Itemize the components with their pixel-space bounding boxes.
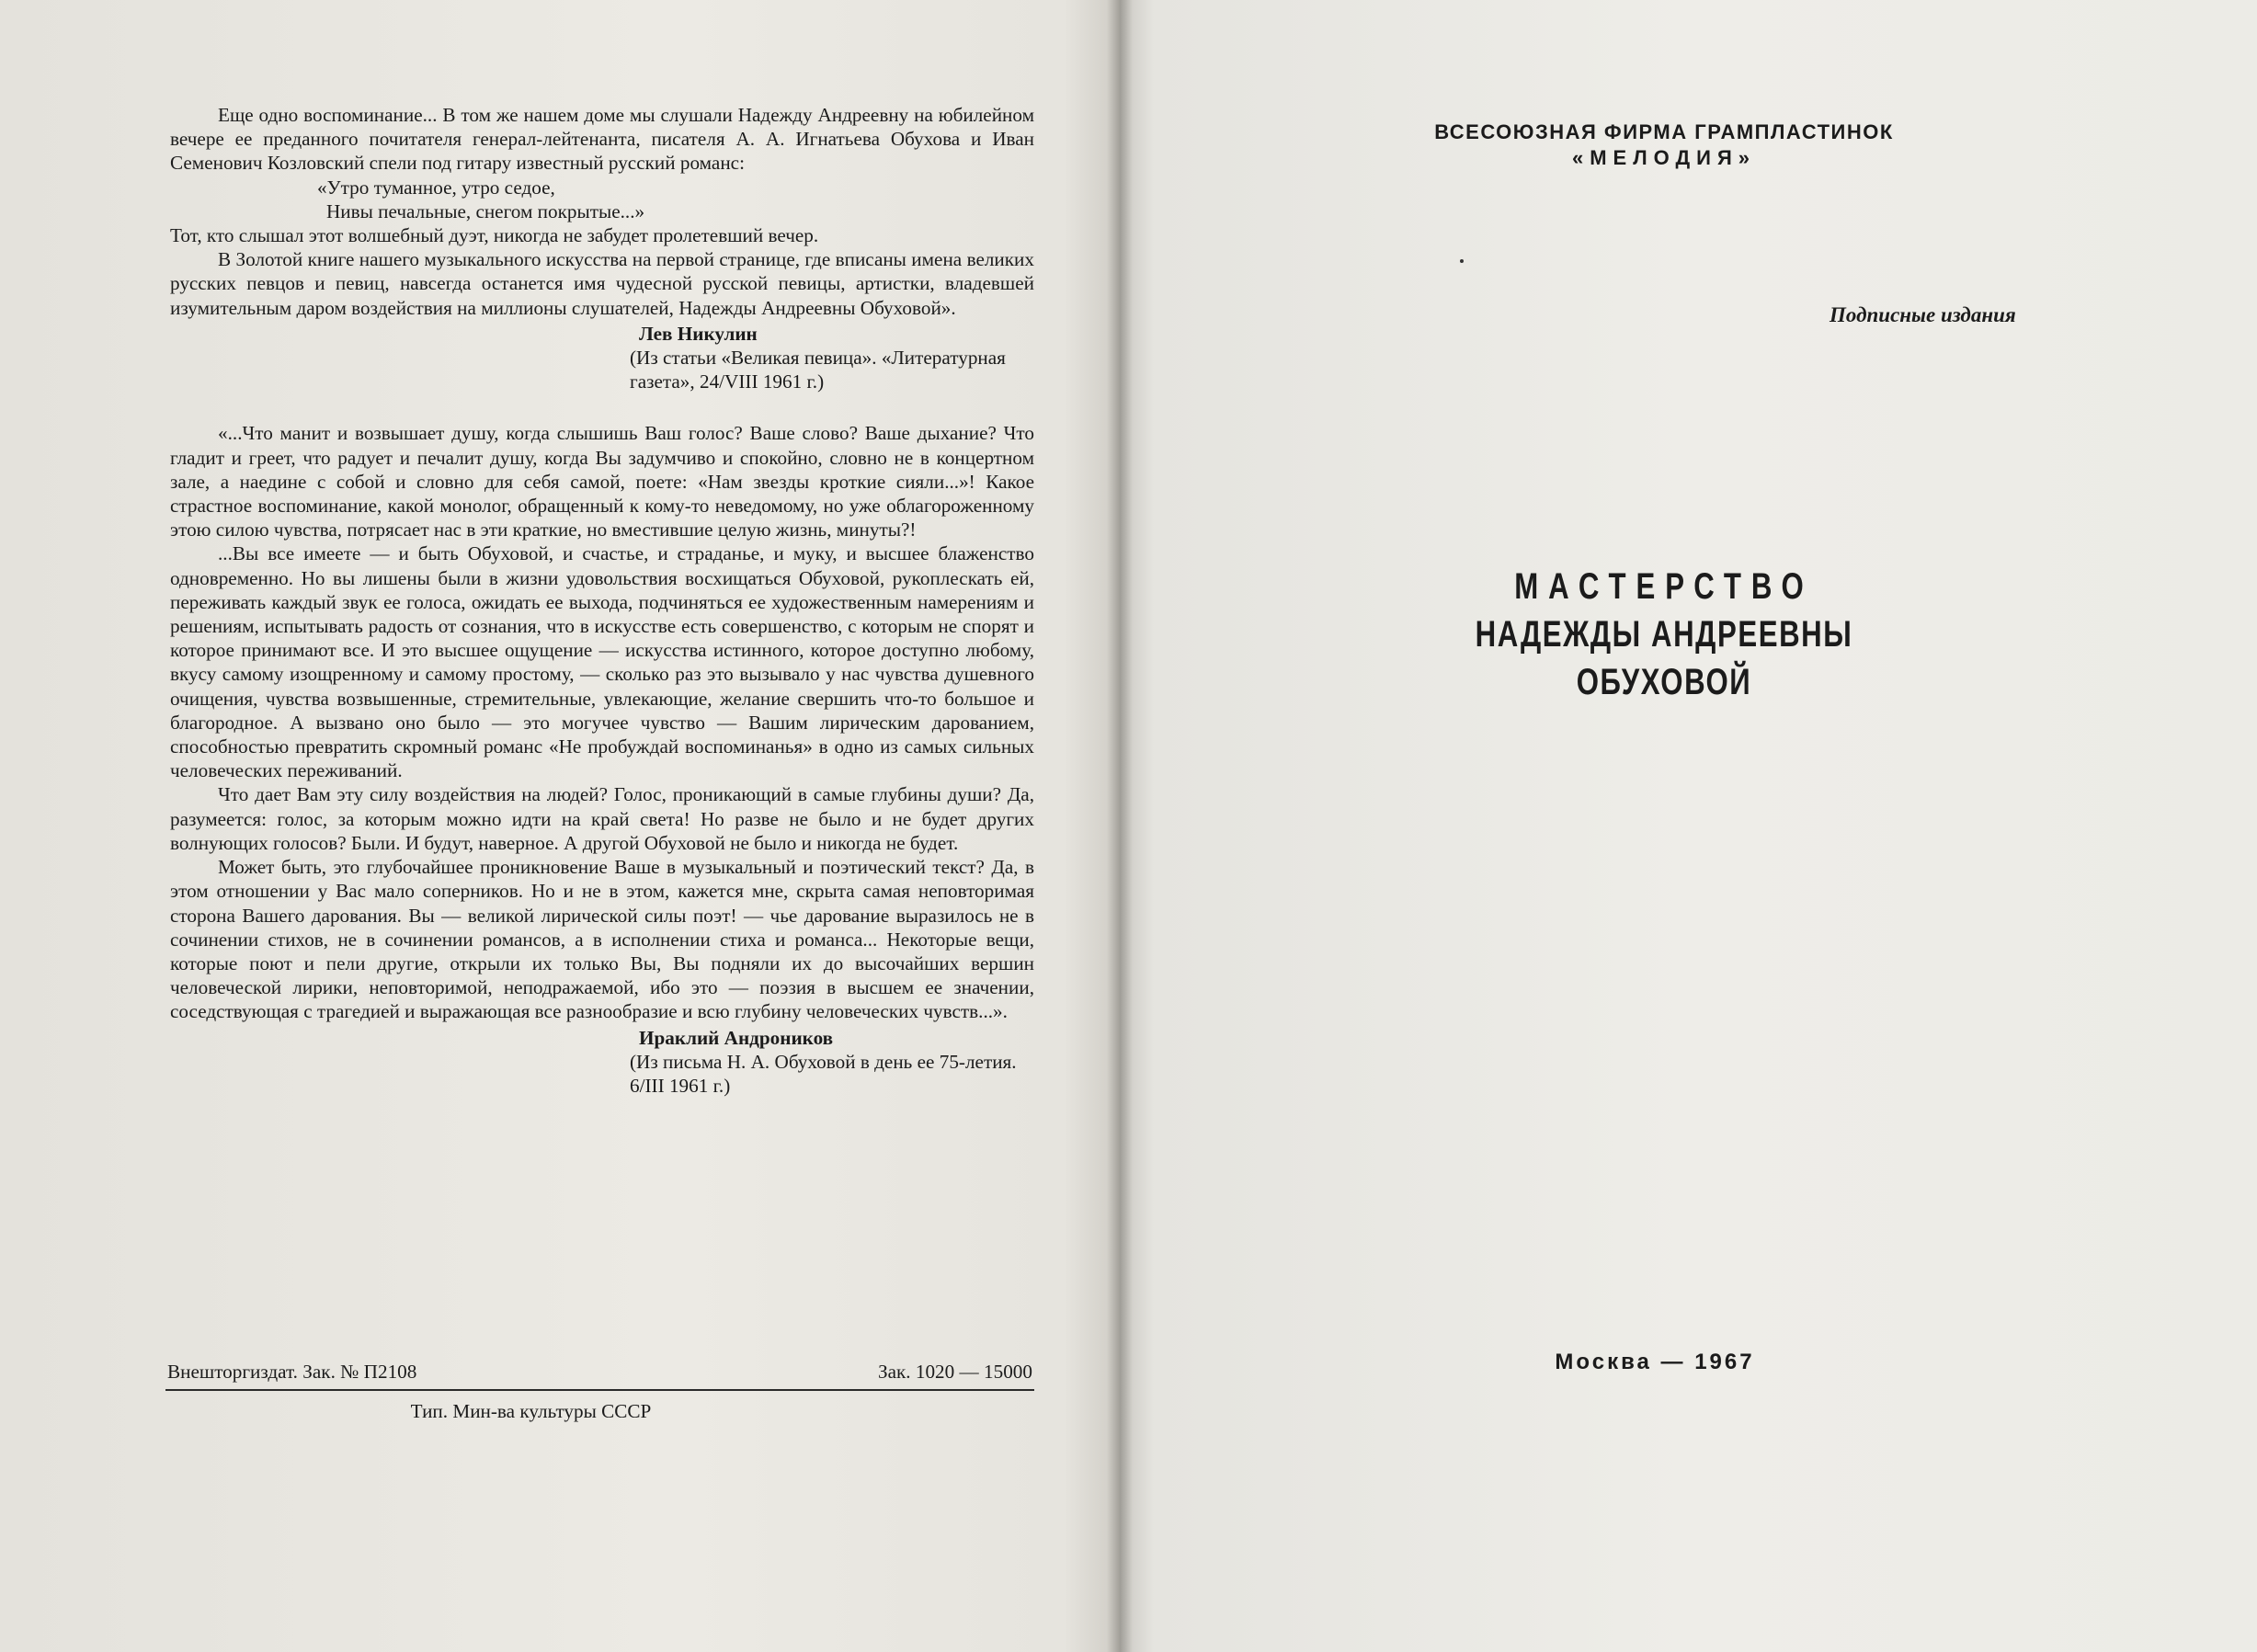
title-line: НАДЕЖДЫ АНДРЕЕВНЫ ОБУХОВОЙ bbox=[1475, 614, 1853, 702]
signature-author: Лев Никулин bbox=[639, 322, 758, 345]
publisher-header bbox=[1361, 120, 1967, 171]
verse-line: «Утро туманное, утро седое, bbox=[317, 176, 555, 199]
imprint-order: Внешторгиздат. Зак. № П2108 bbox=[167, 1361, 417, 1383]
signature-source: (Из письма Н. А. Обуховой в день ее 75-летия. 6/III 1961 г.) bbox=[630, 1050, 1017, 1097]
signature-author: Ираклий Андроников bbox=[639, 1026, 834, 1049]
page-title bbox=[1392, 563, 1937, 706]
imprint-footer bbox=[165, 1361, 1034, 1423]
city-year: Москва — 1967 bbox=[1555, 1350, 1755, 1374]
paragraph: В Золотой книге нашего музыкального искусства на первой странице, где вписаны имена великих русских певцов и певиц, навсегда останется имя чудесной русской певицы, артистки, владевшей изумительным даром воздействия на миллионы слушателей, Надежды Андреевны Обуховой». bbox=[170, 248, 1034, 319]
imprint-printer: Тип. Мин-ва культуры СССР bbox=[410, 1400, 652, 1422]
paragraph: Может быть, это глубочайшее проникновение Ваше в музыкальный и поэтический текст? Да, в этом отношении у Вас мало соперников. Но и не в этом, кажется мне, скрыта самая неповторимая сторона Вашего дарования. Вы — великой лирической силы поэт! — чье дарование выразилось не в сочинении стихов, не в сочинении романсов, а в исполнении стиха и романса... Некоторые вещи, которые поют и пели другие, открыли их только Вы, Вы подняли их до высочайших вершин человеческой лирики, неповторимой, неподражаемой, ибо это — поэзия в высшем ее значении, соседствующая с трагедией и выражающая все разнообразие и всю глубину человеческих чувств...». bbox=[170, 856, 1034, 1023]
print-speck bbox=[1460, 259, 1464, 263]
left-page bbox=[0, 0, 1120, 1652]
title-line: МАСТЕРСТВО bbox=[1514, 566, 1814, 607]
paragraph: Что дает Вам эту силу воздействия на людей? Голос, проникающий в самые глубины души? Да, разумеется: голос, за которым можно идти на край света! Но разве не было и не будет других волнующих голосов? Были. И будут, наверное. А другой Обуховой не было и никогда не будет. bbox=[170, 783, 1034, 854]
verse-line: Нивы печальные, снегом покрытые...» bbox=[326, 199, 645, 222]
page-fold bbox=[1107, 0, 1133, 1652]
signature-block bbox=[630, 1026, 1034, 1099]
publisher-brand: «МЕЛОДИЯ» bbox=[1571, 146, 1757, 169]
imprint-print-run: Зак. 1020 — 15000 bbox=[877, 1361, 1032, 1383]
signature-block bbox=[630, 322, 1034, 394]
paragraph: Еще одно воспоминание... В том же нашем доме мы слушали Надежду Андреевну на юбилейном вечере ее преданного почитателя генерал-лейтенанта, писателя А. А. Игнатьева Обухова и Иван Семенович Козловский спели под гитару известный русский романс: bbox=[170, 104, 1034, 175]
verse-quote bbox=[170, 176, 1034, 223]
signature-source: (Из статьи «Великая певица». «Литературная газета», 24/VIII 1961 г.) bbox=[630, 347, 1006, 393]
paragraph: Тот, кто слышал этот волшебный дуэт, никогда не забудет пролетевший вечер. bbox=[170, 224, 819, 247]
imprint-row bbox=[165, 1361, 1034, 1391]
paragraph: ...Вы все имеете — и быть Обуховой, и счастье, и страданье, и муку, и высшее блаженство одновременно. Но вы лишены были в жизни удовольствия восхищаться Обуховой, рукоплескать ей, переживать каждый звук ее голоса, ожидать ее выхода, подчиняться ее художественным намерениям и решениям, испытывать радость от сознания, что в искусстве есть совершенство, с которым не спорят и которое принимают все. И это высшее ощущение — искусства истинного, которое доступно любому, вкусу самому изощренному и самому простому, — сколько раз это вызывало у нас чувства душевного очищения, чувства возвышенные, стремительные, увлекающие, желание свершить что-то большое и благородное. А вызвано оно было — это могучее чувство — Вашим лирическим дарованием, способностью превратить скромный романс «Не пробуждай воспоминанья» в одно из самых сильных человеческих переживаний. bbox=[170, 542, 1034, 782]
paragraph: «...Что манит и возвышает душу, когда слышишь Ваш голос? Ваше слово? Ваше дыхание? Что гладит и греет, что радует и печалит душу, когда Вы задумчиво и спокойно, словно не в концертном зале, а наедине с собой и словно для себя самой, поете: «Нам звезды кроткие сияли...»! Какое страстное воспоминание, какой монолог, обращенный к кому-то неведомому, но уже облагороженному этою силою чувства, потрясает нас в эти краткие, но вместившие целую жизнь, минуты?! bbox=[170, 422, 1034, 541]
left-page-text bbox=[170, 103, 1034, 1098]
subscription-label: Подписные издания bbox=[1830, 303, 2016, 326]
publisher-name: ВСЕСОЮЗНАЯ ФИРМА ГРАМПЛАСТИНОК bbox=[1434, 120, 1894, 143]
right-page bbox=[1120, 0, 2257, 1652]
